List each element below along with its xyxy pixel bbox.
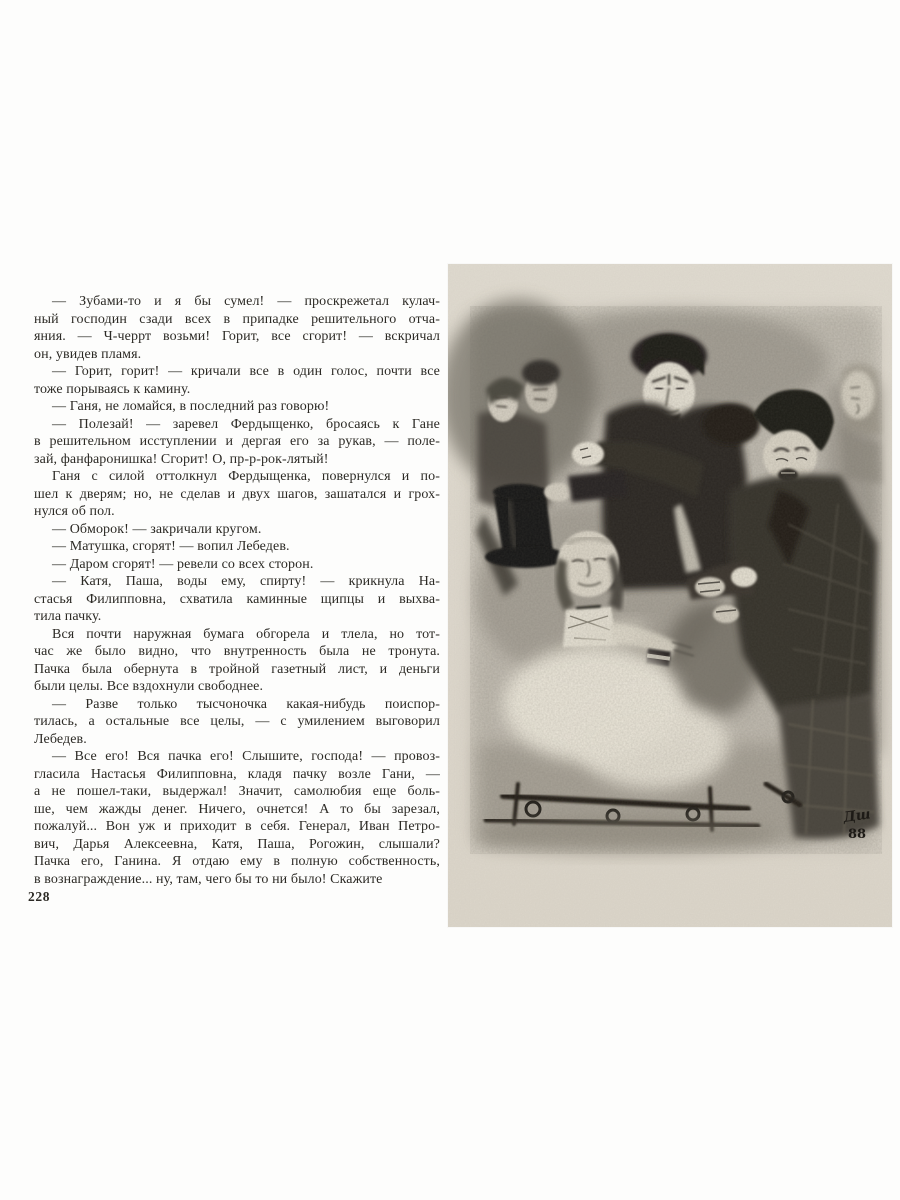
text-line: а не пошел-таки, выдержал! Значит, самолюбия еще боль- [34, 784, 440, 799]
text-line: — Катя, Паша, воды ему, спирту! — крикнула На- [52, 574, 440, 589]
text-line: — Даром сгорят! — ревели со всех сторон. [52, 556, 314, 572]
text-line: Ганя с силой оттолкнул Фердыщенка, повернулся и по- [52, 469, 440, 484]
text-line: — Ганя, не ломайся, в последний раз говорю! [52, 399, 330, 414]
text-line: — Горит, горит! — кричали все в один голос, почти все [52, 364, 440, 379]
text-line: час же было видно, что внутренность была не тронута. [34, 644, 440, 659]
text-line: шел к дверям; но, не сделав и двух шагов, зашатался и грох- [34, 486, 440, 502]
text-line: — Зубами-то и я бы сумел! — проскрежетал кулач- [52, 294, 440, 309]
illustration-drawing [448, 264, 892, 927]
text-line: Лебедев. [34, 731, 87, 747]
text-line: — Разве только тысчоночка какая-нибудь поиспор- [52, 696, 440, 712]
text-line: в вознаграждение... ну, там, чего бы то ни было! Скажите [34, 871, 383, 887]
illustration-plate [448, 264, 892, 927]
text-line: в решительном исступлении и дергая его за рукав, — поле- [34, 434, 440, 449]
text-line: Пачка была обернута в тройной газетный лист, и деньги [34, 661, 440, 677]
text-line: вич, Дарья Алексеевна, Катя, Паша, Рогожин, слышали? [34, 836, 440, 852]
text-line: тилась, а остальные все целы, — с умилением выговорил [34, 714, 440, 729]
text-line: пожалуй... Вон уж и приходит в себя. Генерал, Иван Петро- [34, 819, 440, 834]
text-line: нулся об пол. [34, 504, 115, 519]
text-line: были целы. Все вздохнули свободнее. [34, 679, 264, 694]
text-line: он, увидев пламя. [34, 346, 142, 362]
text-line: Пачка его, Ганина. Я отдаю ему в полную собственность, [34, 854, 440, 869]
text-line: — Полезай! — заревел Фердыщенко, бросаясь к Гане [52, 416, 440, 432]
text-line: стасья Филипповна, схватила каминные щипцы и выхва- [34, 591, 440, 607]
artist-signature-year: 88 [848, 827, 867, 842]
text-line: гласила Настасья Филипповна, кладя пачку возле Гани, — [34, 766, 440, 782]
text-line: яния. — Ч-черрт возьми! Горит, все сгорит! — вскричал [34, 329, 440, 344]
charcoal-grain [470, 306, 882, 854]
text-line: — Матушка, сгорят! — вопил Лебедев. [52, 539, 290, 554]
text-line: зай, фанфаронишка! Сгорит! О, пр-р-рок-лятый! [34, 451, 329, 467]
text-line: — Все его! Вся пачка его! Слышите, господа! — провоз- [52, 749, 440, 764]
text-line: ше, чем жажды денег. Ничего, очнется! А то бы зарезал, [34, 801, 440, 817]
text-line: тоже порываясь к камину. [34, 381, 191, 397]
text-block [34, 293, 440, 888]
text-line: тила пачку. [34, 609, 102, 624]
text-line: Вся почти наружная бумага обгорела и тлела, но тот- [52, 626, 440, 642]
text-line: ный господин сзади всех в припадке решительного отча- [34, 311, 440, 327]
page-number: 228 [28, 889, 51, 904]
charcoal-drawing [448, 299, 882, 854]
text-line: — Обморок! — закричали кругом. [52, 521, 262, 537]
artist-monogram: Дш [842, 806, 872, 826]
